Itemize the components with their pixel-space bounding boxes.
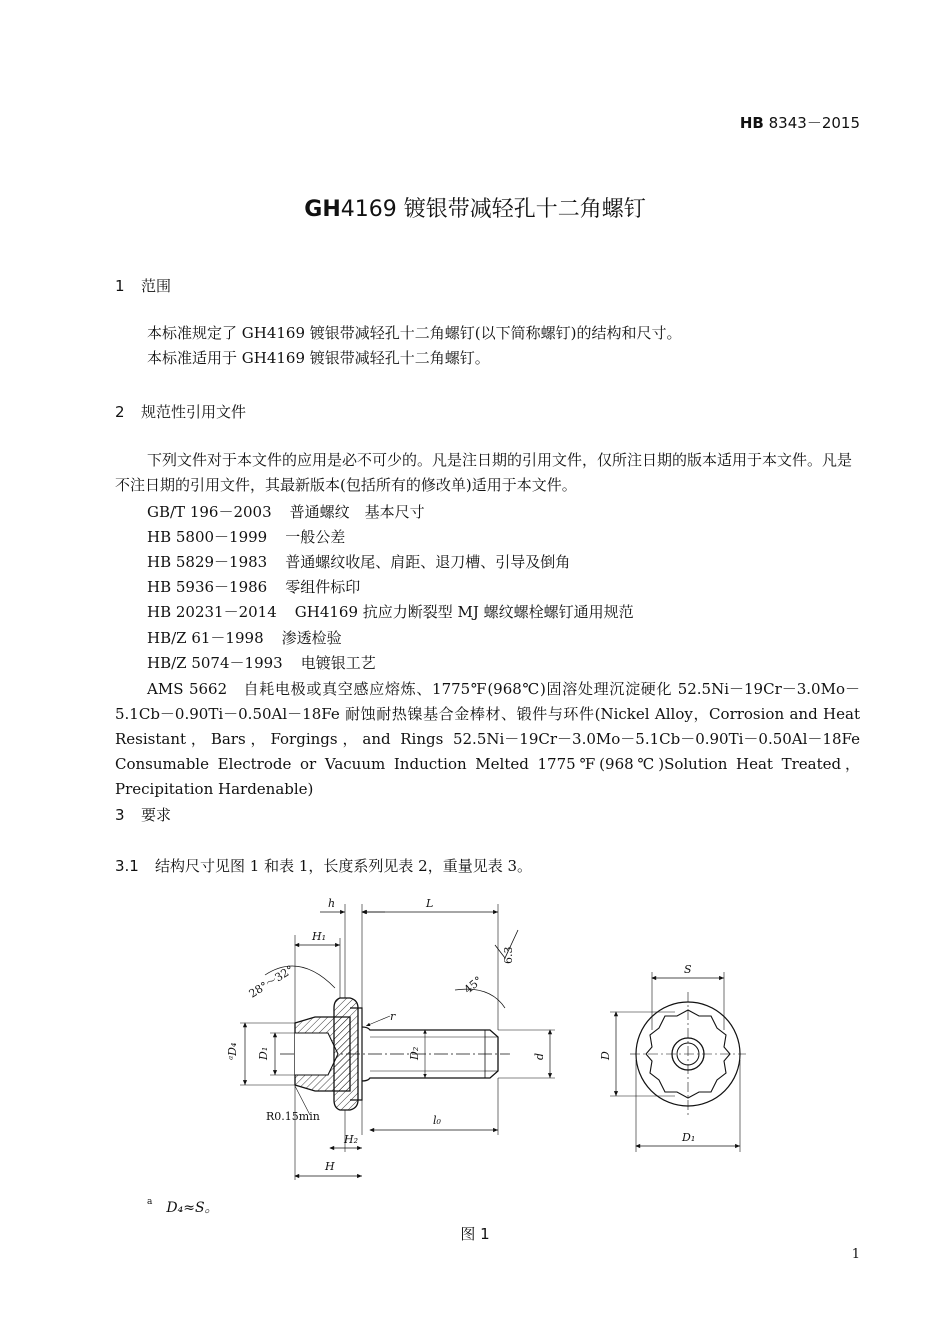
label-D: D xyxy=(599,1051,612,1060)
section-1-para-1: 本标准规定了 GH4169 镀银带减轻孔十二角螺钉(以下简称螺钉)的结构和尺寸。 xyxy=(147,324,682,342)
label-D4: ᵃD₄ xyxy=(226,1042,239,1060)
label-H: H xyxy=(325,1160,335,1173)
label-H1: H₁ xyxy=(312,930,327,943)
reference-item: HB 5829－1983 普通螺纹收尾、肩距、退刀槽、引导及倒角 xyxy=(147,553,571,571)
label-L: L xyxy=(426,897,434,910)
label-l0: l₀ xyxy=(433,1114,441,1127)
reference-item: HB/Z 5074－1993 电镀银工艺 xyxy=(147,654,376,672)
label-angle-28-32: 28°～32° xyxy=(246,963,296,1001)
roughness-value: 6.3 xyxy=(502,946,515,964)
screw-technical-drawing xyxy=(200,890,760,1190)
figure-caption: 图 1 xyxy=(460,1225,490,1243)
document-title: GH4169 镀银带减轻孔十二角螺钉 xyxy=(304,197,646,222)
reference-item: HB 20231－2014 GH4169 抗应力断裂型 MJ 螺纹螺栓螺钉通用规范 xyxy=(147,603,634,621)
section-1-para-2: 本标准适用于 GH4169 镀银带减轻孔十二角螺钉。 xyxy=(147,349,490,367)
reference-item: HB/Z 61－1998 渗透检验 xyxy=(147,629,342,647)
label-D1-endview: D₁ xyxy=(682,1131,696,1144)
label-S: S xyxy=(684,963,692,976)
standard-code: HB 8343－2015 xyxy=(739,114,860,132)
label-D1: D₁ xyxy=(257,1046,270,1060)
label-R-min: R0.15min xyxy=(266,1110,320,1123)
section-2-intro: 下列文件对于本文件的应用是必不可少的。凡是注日期的引用文件，仅所注日期的版本适用于本文件。凡是不注日期的引用文件，其最新版本(包括所有的修改单)适用于本文件。 xyxy=(115,451,853,494)
label-h: h xyxy=(328,897,336,910)
section-3-heading: 3 要求 xyxy=(115,806,172,824)
reference-item: HB 5936－1986 零组件标印 xyxy=(147,578,361,596)
label-D2: D₂ xyxy=(408,1046,421,1060)
section-2-heading: 2 规范性引用文件 xyxy=(115,403,247,421)
label-H2: H₂ xyxy=(344,1133,359,1146)
clause-3-1: 3.1 结构尺寸见图 1 和表 1，长度系列见表 2，重量见表 3。 xyxy=(115,857,533,875)
page-number: 1 xyxy=(851,1247,860,1262)
section-1-heading: 1 范围 xyxy=(115,277,172,295)
label-r: r xyxy=(390,1010,396,1023)
label-d: d xyxy=(533,1052,546,1060)
label-angle-45: 45° xyxy=(461,973,485,997)
reference-item: HB 5800－1999 一般公差 xyxy=(147,528,346,546)
figure-note: $^a$ D₄≈S。 xyxy=(147,1197,219,1216)
reference-item: GB/T 196－2003 普通螺纹 基本尺寸 xyxy=(147,503,425,521)
ams-reference: AMS 5662 自耗电极或真空感应熔炼、1775℉(968℃)固溶处理沉淀硬化 52.5Ni－19Cr－3.0Mo－5.1Cb－0.90Ti－0.50Al－18Fe 耐蚀耐热镍基合金棒材、锻件与环件(Nickel Alloy，Corrosion and Heat Resistant，Bars，Forgings，and Rings 52.5Ni－19Cr－3.0Mo－5.1Cb－0.90Ti－0.50Al－18Fe Consumable Electrode or Vacuum Induction Melted 1775℉(968℃)Solution Heat Treated，Precipitation Hardenable) xyxy=(115,680,860,798)
figure-1-drawing xyxy=(200,890,760,1190)
